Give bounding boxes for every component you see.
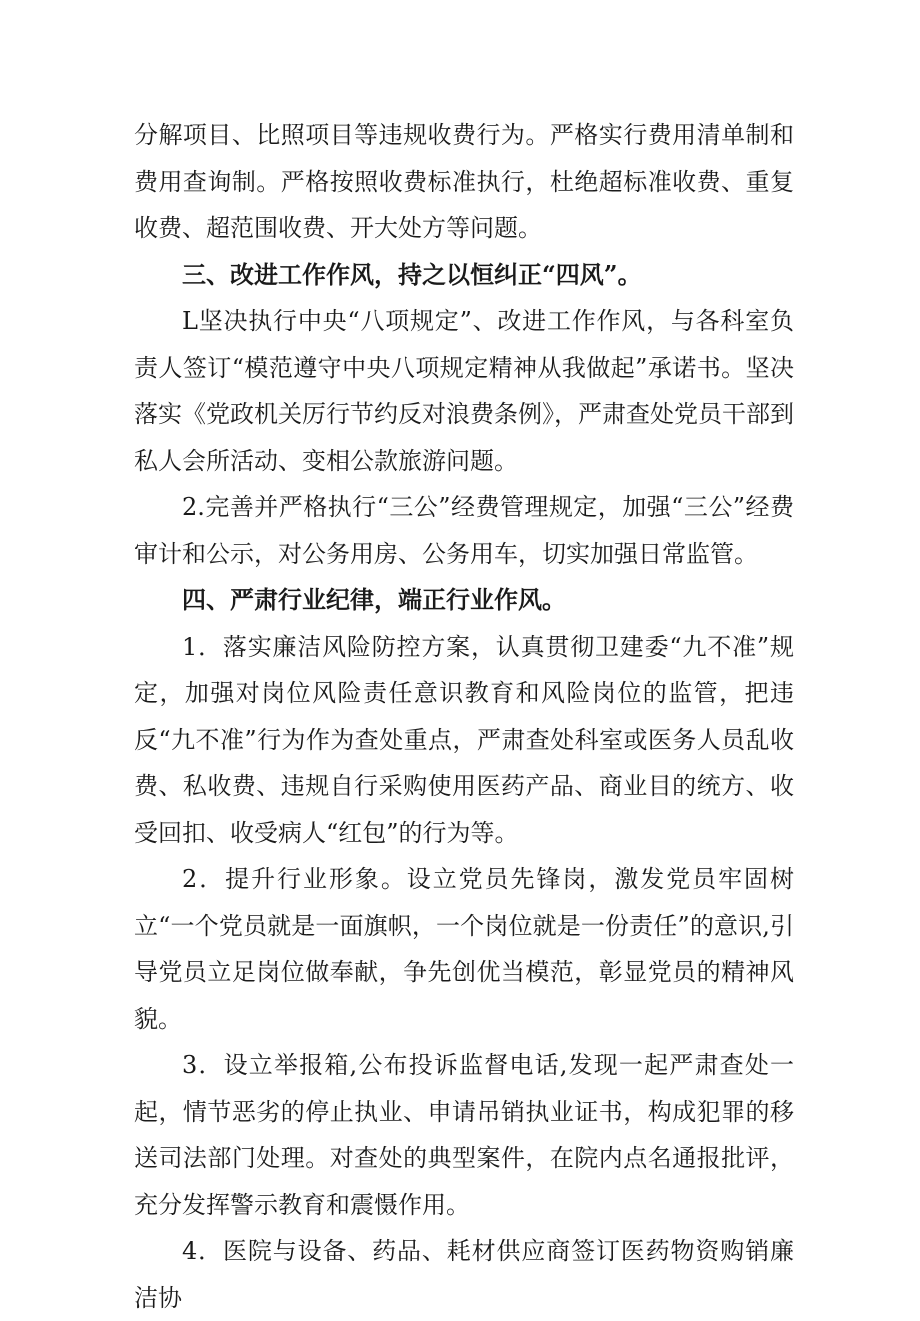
paragraph-item-3-report-box: 3．设立举报箱,公布投诉监督电话,发现一起严肃查处一起，情节恶劣的停止执业、申请吊销执业证书，构成犯罪的移送司法部门处理。对查处的典型案件，在院内点名通报批评，充分发挥警示教育和震慑作用。 [134, 1051, 794, 1219]
section-heading-four: 四、严肃行业纪律，端正行业作风。 [182, 585, 566, 614]
paragraph-item-2-image: 2．提升行业形象。设立党员先锋岗，激发党员牢固树立“一个党员就是一面旗帜，一个岗位就是一份责任”的意识,引导党员立足岗位做奉献，争先创优当模范，彰显党员的精神风貌。 [134, 865, 794, 1033]
paragraph-continuation: 分解项目、比照项目等违规收费行为。严格实行费用清单制和费用查询制。严格按照收费标准执行，杜绝超标准收费、重复收费、超范围收费、开大处方等问题。 [134, 121, 794, 242]
section-heading-three: 三、改进工作作风，持之以恒纠正“四风”。 [182, 259, 642, 289]
document-body [134, 112, 794, 1321]
paragraph-item-1-integrity: 1．落实廉洁风险防控方案，认真贯彻卫建委“九不准”规定，加强对岗位风险责任意识教育和风险岗位的监管，把违反“九不准”行为作为查处重点，严肃查处科室或医务人员乱收费、私收费、违规自行采购使用医药产品、商业目的统方、收受回扣、收受病人“红包”的行为等。 [134, 632, 794, 847]
paragraph-item-2-three-public: 2.完善并严格执行“三公”经费管理规定，加强“三公”经费审计和公示，对公务用房、公务用车，切实加强日常监管。 [134, 493, 794, 568]
paragraph-item-4-suppliers: 4．医院与设备、药品、耗材供应商签订医药物资购销廉洁协 [134, 1237, 794, 1312]
paragraph-item-1-eight-rules: L坚决执行中央“八项规定”、改进工作作风，与各科室负责人签订“模范遵守中央八项规定精神从我做起”承诺书。坚决落实《党政机关厉行节约反对浪费条例》，严肃查处党员干部到私人会所活动、变相公款旅游问题。 [134, 307, 794, 475]
